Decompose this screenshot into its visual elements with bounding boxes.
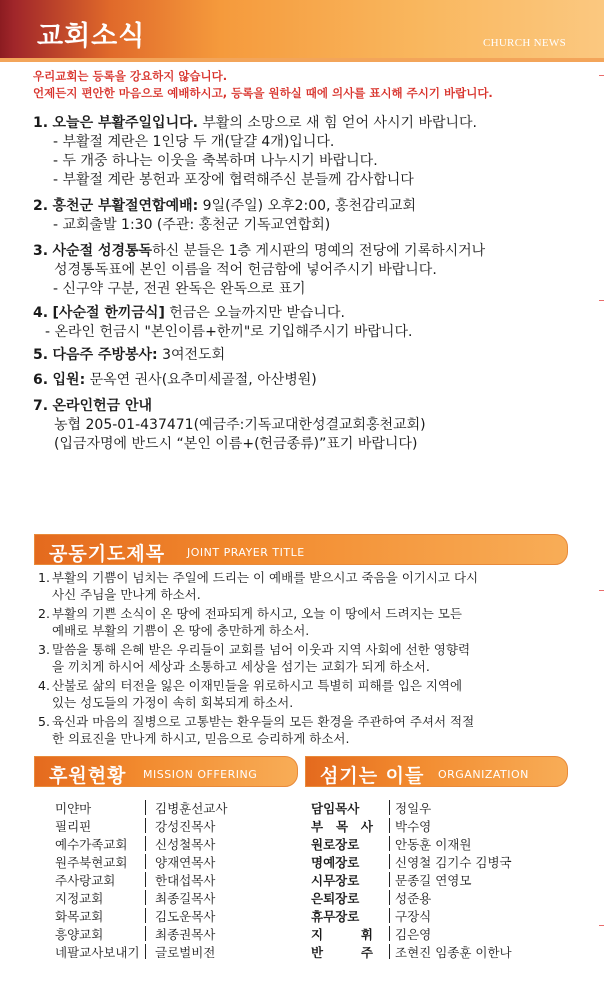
prayer-section-subtitle: JOINT PRAYER TITLE: [187, 546, 305, 559]
organization-row: [311, 889, 571, 906]
news-title: 온라인헌금 안내: [52, 398, 153, 414]
separator: [145, 872, 146, 887]
mission-place: 미얀마: [55, 801, 92, 816]
news-number: 2.: [33, 198, 49, 214]
organization-names: 박수영: [395, 819, 432, 834]
prayer-item: [38, 569, 570, 603]
prayer-text: 부활의 기쁨이 넘치는 주일에 드리는 이 예배를 받으시고 죽음을 이기시고 다시: [52, 570, 479, 585]
prayer-number: 5.: [38, 714, 50, 729]
mission-place: 네팔교사보내기: [55, 945, 140, 960]
prayer-text: 산불로 삶의 터전을 잃은 이재민들을 위로하시고 특별히 피해를 입은 지역에: [52, 678, 463, 693]
separator: [389, 872, 390, 887]
prayer-item: [38, 677, 570, 711]
organization-row: [311, 925, 571, 942]
mission-place: 주사랑교회: [55, 873, 116, 888]
mission-row: [55, 817, 295, 834]
organization-section-subtitle: ORGANIZATION: [438, 768, 529, 781]
organization-row: [311, 817, 571, 834]
mission-place: 필리핀: [55, 819, 92, 834]
separator: [145, 890, 146, 905]
organization-role: 부 목 사: [311, 819, 373, 834]
mission-row: [55, 853, 295, 870]
mission-person: 김도운목사: [155, 909, 216, 924]
prayer-section-title: 공동기도제목: [49, 543, 166, 565]
mission-row: [55, 943, 295, 960]
separator: [145, 854, 146, 869]
mission-person: 한대섭목사: [155, 873, 216, 888]
news-text: 문옥연 권사(요추미세골절, 아산병원): [85, 372, 317, 388]
notice-line-2: 언제든지 편안한 마음으로 예배하시고, 등록을 원하실 때에 의사를 표시해 주시기 바랍니다.: [33, 86, 493, 100]
organization-role: 은퇴장로: [311, 891, 360, 906]
organization-role: 휴무장로: [311, 909, 360, 924]
separator: [389, 908, 390, 923]
mission-person: 강성진목사: [155, 819, 216, 834]
news-subline: - 부활절 계란 봉헌과 포장에 협력해주신 분들께 감사합니다: [53, 172, 414, 188]
mission-person: 최종권목사: [155, 927, 216, 942]
mission-person: 글로벌비전: [155, 945, 216, 960]
mission-row: [55, 799, 295, 816]
news-item-4: [33, 304, 589, 342]
mission-person: 양재연목사: [155, 855, 216, 870]
news-subline: - 온라인 헌금시 "본인이름+한끼"로 기입해주시기 바랍니다.: [45, 324, 413, 340]
organization-role: 담임목사: [311, 801, 360, 816]
mission-place: 예수가족교회: [55, 837, 128, 852]
prayer-text-cont: 있는 성도들의 가정이 속히 회복되게 하소서.: [52, 695, 294, 710]
mission-row: [55, 889, 295, 906]
margin-mark: [599, 300, 604, 301]
prayer-list: [38, 569, 570, 749]
prayer-text-cont: 사신 주님을 만나게 하소서.: [52, 587, 201, 602]
margin-mark: [599, 75, 604, 76]
news-number: 6.: [33, 372, 49, 388]
page-title: 교회소식: [37, 21, 146, 52]
news-number: 3.: [33, 243, 49, 259]
organization-role: 지 휘: [311, 927, 373, 942]
news-subline: - 부활절 계란은 1인당 두 개(달걀 4개)입니다.: [53, 134, 335, 150]
prayer-text: 부활의 기쁜 소식이 온 땅에 전파되게 하시고, 오늘 이 땅에서 드려지는 모든: [52, 606, 462, 621]
separator: [145, 926, 146, 941]
mission-person: 신성철목사: [155, 837, 216, 852]
news-item-2: [33, 197, 589, 235]
separator: [145, 800, 146, 815]
organization-names: 문종길 연영모: [395, 873, 472, 888]
news-number: 5.: [33, 347, 49, 363]
margin-mark: [599, 590, 604, 591]
separator: [389, 944, 390, 959]
page-subtitle: CHURCH NEWS: [482, 37, 566, 49]
news-title: 홍천군 부활절연합예배:: [52, 198, 199, 214]
news-item-1: [33, 114, 589, 190]
organization-names: 김은영: [395, 927, 432, 942]
news-number: 1.: [33, 115, 49, 131]
mission-person: 김병훈선교사: [155, 801, 228, 816]
separator: [389, 926, 390, 941]
organization-names: 신영철 김기수 김병국: [395, 855, 512, 870]
news-continuation: 성경통독표에 본인 이름을 적어 헌금함에 넣어주시기 바랍니다.: [54, 262, 437, 278]
organization-names: 안동훈 이재원: [395, 837, 472, 852]
prayer-item: [38, 605, 570, 639]
organization-row: [311, 907, 571, 924]
news-title: 입원:: [52, 372, 86, 388]
mission-place: 지정교회: [55, 891, 104, 906]
mission-row: [55, 871, 295, 888]
news-text: 하신 분들은 1층 게시판의 명예의 전당에 기록하시거나: [152, 243, 486, 259]
organization-role: 원로장로: [311, 837, 360, 852]
news-subline: - 신구약 구분, 전권 완독은 완독으로 표기: [53, 281, 306, 297]
news-title: 사순절 성경통독: [52, 243, 153, 259]
separator: [389, 818, 390, 833]
separator: [389, 800, 390, 815]
prayer-number: 4.: [38, 678, 50, 693]
separator: [389, 890, 390, 905]
prayer-section-header: [34, 534, 568, 565]
news-number: 4.: [33, 305, 49, 321]
separator: [145, 818, 146, 833]
mission-section-subtitle: MISSION OFFERING: [143, 768, 258, 781]
news-number: 7.: [33, 398, 49, 414]
organization-row: [311, 853, 571, 870]
prayer-item: [38, 641, 570, 675]
prayer-text: 육신과 마음의 질병으로 고통받는 환우들의 모든 환경을 주관하여 주셔서 적절: [52, 714, 475, 729]
news-text: 3여전도회: [157, 347, 226, 363]
organization-names: 정일우: [395, 801, 432, 816]
organization-row: [311, 835, 571, 852]
organization-role: 명예장로: [311, 855, 360, 870]
separator: [145, 836, 146, 851]
organization-section-header: [305, 756, 568, 787]
mission-section-title: 후원현황: [49, 765, 127, 787]
news-title: [사순절 한끼금식]: [52, 305, 165, 321]
news-item-5: [33, 346, 589, 365]
news-item-7: [33, 397, 589, 454]
news-title: 다음주 주방봉사:: [52, 347, 158, 363]
margin-mark: [599, 925, 604, 926]
organization-names: 구장식: [395, 909, 432, 924]
news-item-6: [33, 371, 589, 390]
news-text: 헌금은 오늘까지만 받습니다.: [164, 305, 345, 321]
mission-row: [55, 907, 295, 924]
separator: [389, 854, 390, 869]
account-note: (입금자명에 반드시 “본인 이름+(헌금종류)”표기 바랍니다): [54, 436, 418, 452]
news-text: 9일(주일) 오후2:00, 홍천감리교회: [198, 198, 417, 214]
news-item-3: [33, 242, 589, 299]
prayer-number: 1.: [38, 570, 50, 585]
prayer-number: 3.: [38, 642, 50, 657]
mission-place: 원주북현교회: [55, 855, 128, 870]
mission-place: 화목교회: [55, 909, 104, 924]
prayer-text: 말씀을 통해 은혜 받은 우리들이 교회를 넘어 이웃과 지역 사회에 선한 영향력: [52, 642, 471, 657]
organization-section-title: 섬기는 이들: [320, 765, 425, 787]
news-subline: - 교회출발 1:30 (주관: 홍천군 기독교연합회): [53, 217, 331, 233]
prayer-item: [38, 713, 570, 747]
separator: [145, 944, 146, 959]
organization-row: [311, 871, 571, 888]
prayer-number: 2.: [38, 606, 50, 621]
separator: [145, 908, 146, 923]
header-banner: [0, 0, 604, 62]
news-title: 오늘은 부활주일입니다.: [52, 115, 198, 131]
prayer-text-cont: 을 끼치게 하시어 세상과 소통하고 세상을 섬기는 교회가 되게 하소서.: [52, 659, 430, 674]
organization-row: [311, 943, 571, 960]
notice-line-1: 우리교회는 등록을 강요하지 않습니다.: [33, 69, 228, 83]
organization-names: 성준용: [395, 891, 432, 906]
account-info: 농협 205-01-437471(예금주:기독교대한성결교회홍천교회): [54, 417, 426, 433]
news-subline: - 두 개중 하나는 이웃을 축복하며 나누시기 바랍니다.: [53, 153, 378, 169]
organization-role: 반 주: [311, 945, 373, 960]
mission-place: 흥양교회: [55, 927, 104, 942]
header-underline: [0, 58, 604, 62]
organization-row: [311, 799, 571, 816]
organization-role: 시무장로: [311, 873, 360, 888]
news-text: 부활의 소망으로 새 힘 얻어 사시기 바랍니다.: [197, 115, 477, 131]
prayer-text-cont: 한 의료진을 만나게 하시고, 믿음으로 승리하게 하소서.: [52, 731, 350, 746]
prayer-text-cont: 예배로 부활의 기쁨이 온 땅에 충만하게 하소서.: [52, 623, 310, 638]
mission-person: 최종길목사: [155, 891, 216, 906]
separator: [389, 836, 390, 851]
mission-section-header: [34, 756, 298, 787]
organization-names: 조현진 임종훈 이한나: [395, 945, 512, 960]
mission-row: [55, 835, 295, 852]
mission-row: [55, 925, 295, 942]
